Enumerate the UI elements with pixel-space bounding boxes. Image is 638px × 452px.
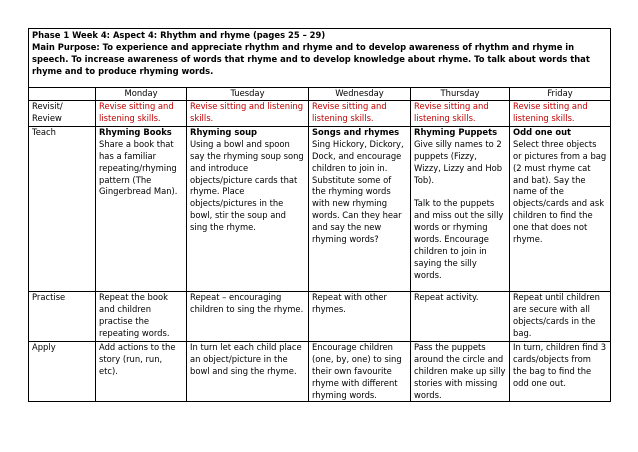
apply-row bbox=[29, 341, 611, 402]
teach-cell-friday bbox=[510, 126, 611, 291]
apply-cell-monday: Add actions to the story (run, run, etc). bbox=[96, 341, 187, 402]
apply-cell-wednesday: Encourage children (one, by, one) to sing their own favourite rhyme with different rhyming words. bbox=[309, 341, 411, 402]
teach-title-monday: Rhyming Books bbox=[99, 126, 172, 137]
teach-row bbox=[29, 126, 611, 291]
revisit-row bbox=[29, 100, 611, 126]
day-header-friday: Friday bbox=[510, 88, 611, 101]
day-header-tuesday: Tuesday bbox=[187, 88, 309, 101]
day-header-monday: Monday bbox=[96, 88, 187, 101]
row-label-revisit: Revisit/ Review bbox=[29, 100, 96, 126]
teach-body-friday: Select three objects or pictures from a bag (2 must rhyme cat and bat). Say the name of the objects/cards and ask children to find the one that does not rhyme. bbox=[513, 138, 607, 245]
teach-title-thursday: Rhyming Puppets bbox=[414, 126, 498, 137]
practise-cell-thursday: Repeat activity. bbox=[411, 291, 510, 341]
teach-body-monday: Share a book that has a familiar repeating/rhyming pattern (The Gingerbread Man). bbox=[99, 138, 178, 197]
day-header-thursday: Thursday bbox=[411, 88, 510, 101]
header-row bbox=[29, 29, 611, 88]
teach-title-tuesday: Rhyming soup bbox=[190, 126, 258, 137]
row-label-apply: Apply bbox=[29, 341, 96, 402]
teach-cell-monday bbox=[96, 126, 187, 291]
apply-cell-thursday: Pass the puppets around the circle and children make up silly stories with missing words. bbox=[411, 341, 510, 402]
main-purpose: Main Purpose: To experience and appreciate rhythm and rhyme and to develop awareness of rhythm and rhyme in speech. To increase awareness of words that rhyme and to develop knowledge about rhyme. To talk about words that rhyme and to produce rhyming words. bbox=[32, 41, 590, 76]
apply-cell-tuesday: In turn let each child place an object/picture in the bowl and sing the rhyme. bbox=[187, 341, 309, 402]
revisit-cell-tuesday: Revise sitting and listening skills. bbox=[187, 100, 309, 126]
apply-cell-friday: In turn, children find 3 cards/objects from the bag to find the odd one out. bbox=[510, 341, 611, 402]
revisit-cell-wednesday: Revise sitting and listening skills. bbox=[309, 100, 411, 126]
teach-cell-wednesday bbox=[309, 126, 411, 291]
plan-header bbox=[29, 29, 611, 88]
row-label-practise: Practise bbox=[29, 291, 96, 341]
plan-title: Phase 1 Week 4: Aspect 4: Rhythm and rhyme (pages 25 – 29) bbox=[32, 30, 326, 40]
row-label-teach: Teach bbox=[29, 126, 96, 291]
practise-cell-friday: Repeat until children are secure with all objects/cards in the bag. bbox=[510, 291, 611, 341]
revisit-cell-thursday: Revise sitting and listening skills. bbox=[411, 100, 510, 126]
days-corner-cell bbox=[29, 88, 96, 101]
teach-cell-tuesday bbox=[187, 126, 309, 291]
lesson-plan-document bbox=[28, 28, 610, 402]
revisit-cell-friday: Revise sitting and listening skills. bbox=[510, 100, 611, 126]
teach-cell-thursday bbox=[411, 126, 510, 291]
teach-body2-thursday: Talk to the puppets and miss out the silly words or rhyming words. Encourage children to join in saying the silly words. bbox=[414, 198, 504, 280]
lesson-plan-table bbox=[28, 28, 611, 402]
teach-body-wednesday: Sing Hickory, Dickory, Dock, and encourage children to join in. Substitute some of the rhyming words with new rhyming words. Can they hear and say the new rhyming words? bbox=[312, 138, 404, 245]
practise-cell-wednesday: Repeat with other rhymes. bbox=[309, 291, 411, 341]
days-row bbox=[29, 88, 611, 101]
revisit-cell-monday: Revise sitting and listening skills. bbox=[96, 100, 187, 126]
practise-row bbox=[29, 291, 611, 341]
practise-cell-tuesday: Repeat – encouraging children to sing the rhyme. bbox=[187, 291, 309, 341]
practise-cell-monday: Repeat the book and children practise the repeating words. bbox=[96, 291, 187, 341]
day-header-wednesday: Wednesday bbox=[309, 88, 411, 101]
teach-title-wednesday: Songs and rhymes bbox=[312, 126, 400, 137]
teach-body-thursday: Give silly names to 2 puppets (Fizzy, Wizzy, Lizzy and Hob Tob). bbox=[414, 138, 503, 185]
teach-title-friday: Odd one out bbox=[513, 126, 572, 137]
teach-body-tuesday: Using a bowl and spoon say the rhyming soup song and introduce objects/picture cards that rhyme. Place objects/pictures in the bowl, stir the soup and sing the rhyme. bbox=[190, 138, 304, 233]
